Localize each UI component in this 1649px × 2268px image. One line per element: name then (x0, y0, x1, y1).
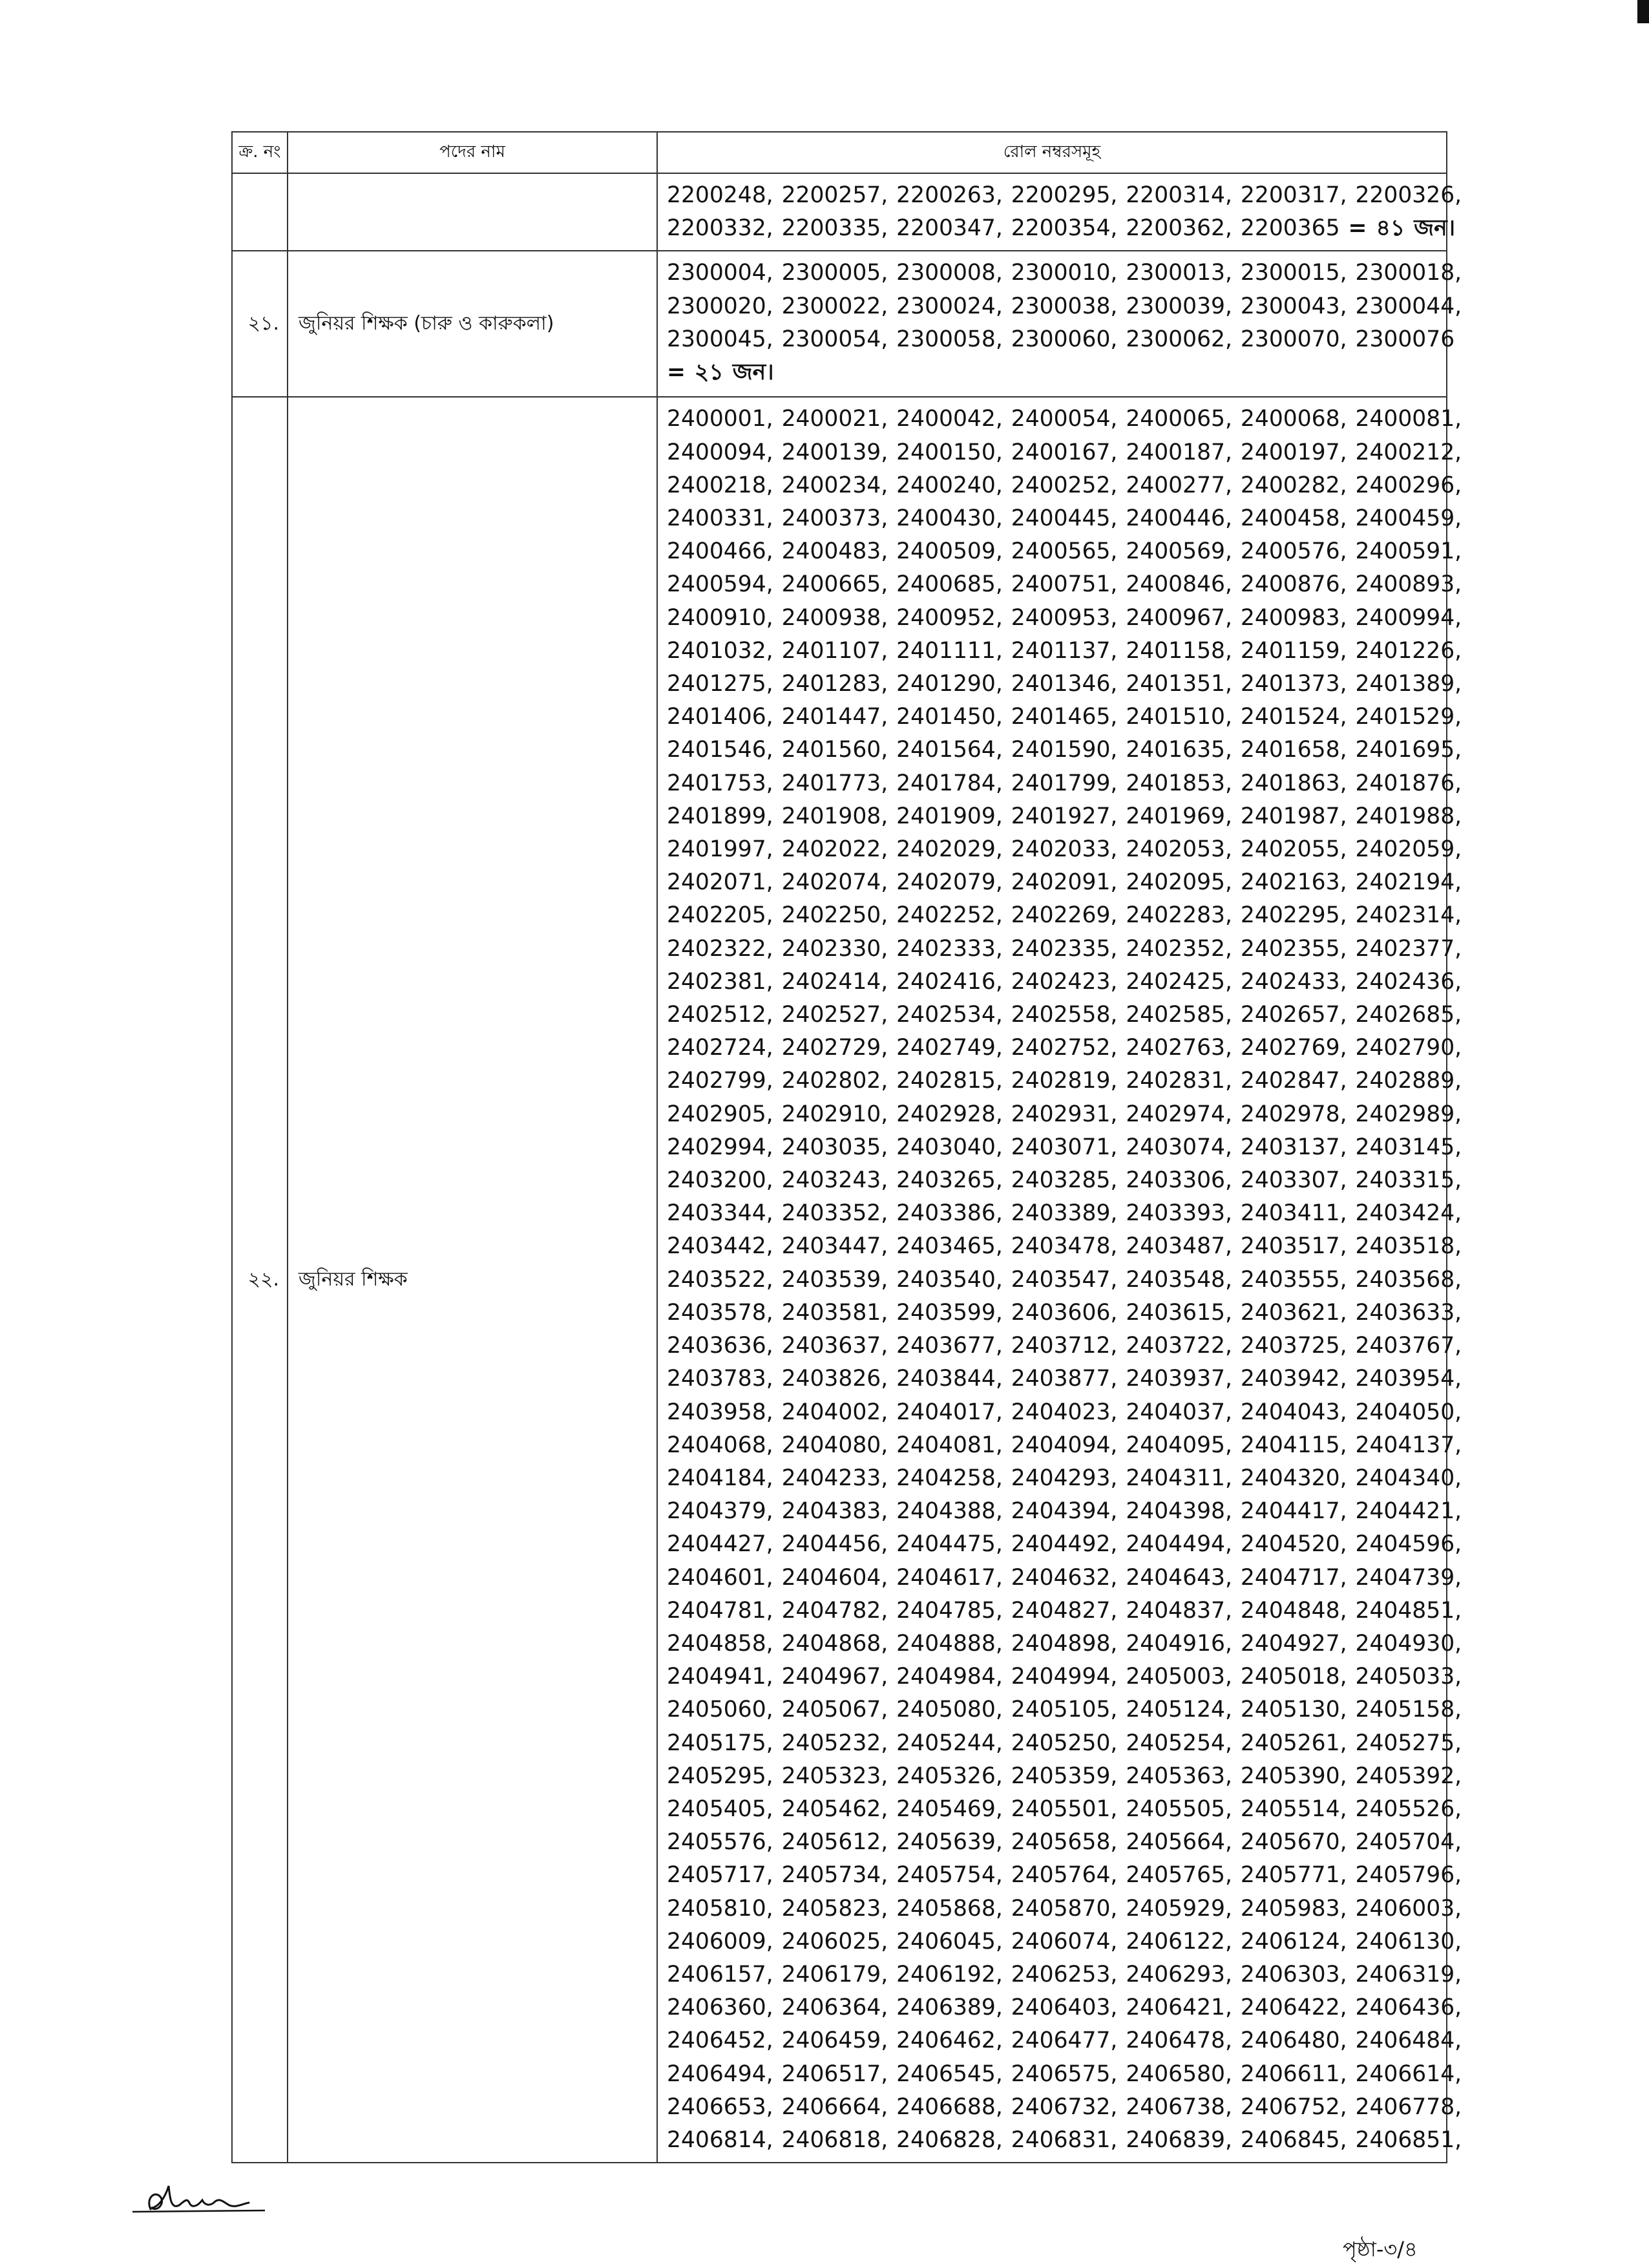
roll-line-text: 2402205, 2402250, 2402252, 2402269, 2402283, 2402295, 2402314, (667, 902, 1462, 929)
roll-line (667, 2024, 1462, 2057)
roll-line (667, 436, 1462, 469)
roll-line (667, 1230, 1462, 1263)
roll-line (667, 1098, 1462, 1131)
roll-line (667, 290, 1462, 323)
row-roll-numbers (657, 397, 1462, 2163)
roll-line-text: 2403442, 2403447, 2403465, 2403478, 2403487, 2403517, 2403518, (667, 1233, 1462, 1260)
roll-line (667, 966, 1462, 999)
roll-line (667, 1595, 1462, 1627)
roll-line (667, 323, 1455, 356)
roll-line-text: 2406653, 2406664, 2406688, 2406732, 2406738, 2406752, 2406778, (667, 2093, 1462, 2120)
roll-line-text: 2402994, 2403035, 2403040, 2403071, 2403074, 2403137, 2403145, (667, 1134, 1462, 1160)
roll-line (667, 2091, 1462, 2124)
roll-line-text: 2402071, 2402074, 2402079, 2402091, 2402095, 2402163, 2402194, (667, 869, 1462, 896)
roll-line (667, 1991, 1462, 2024)
roll-line (667, 469, 1462, 502)
roll-line-text: 2406452, 2406459, 2406462, 2406477, 2406478, 2406480, 2406484, (667, 2028, 1462, 2054)
roll-line-text: 2400001, 2400021, 2400042, 2400054, 2400065, 2400068, 2400081, (667, 406, 1462, 432)
roll-line-text: 2404427, 2404456, 2404475, 2404492, 2404494, 2404520, 2404596, (667, 1531, 1462, 1558)
roll-line-text: 2403783, 2403826, 2403844, 2403877, 2403937, 2403942, 2403954, (667, 1366, 1462, 1392)
roll-line (667, 2058, 1462, 2091)
roll-line-text: 2401275, 2401283, 2401290, 2401346, 2401351, 2401373, 2401389, (667, 671, 1462, 697)
roll-line-text: 2405810, 2405823, 2405868, 2405870, 2405929, 2405983, 2406003, (667, 1895, 1462, 1922)
roll-line (667, 933, 1462, 966)
roll-line (667, 535, 1462, 568)
row-serial (232, 173, 288, 251)
row-total: = ৪১ জন। (1348, 215, 1456, 242)
roll-line-text: 2300020, 2300022, 2300024, 2300038, 2300039, 2300043, 2300044, (667, 293, 1462, 319)
roll-line-text: 2400594, 2400665, 2400685, 2400751, 2400846, 2400876, 2400893, (667, 571, 1462, 598)
roll-line (667, 999, 1462, 1032)
roll-line (667, 1562, 1462, 1595)
table-row (232, 251, 1447, 397)
header-post-name: পদের নাম (288, 132, 657, 173)
roll-line-text: 2403636, 2403637, 2403677, 2403712, 2403722, 2403725, 2403767, (667, 1333, 1462, 1359)
roll-line-text: 2404941, 2404967, 2404984, 2404994, 2405003, 2405018, 2405033, (667, 1664, 1462, 1690)
roll-line (667, 356, 1441, 389)
roll-line-text: 2200248, 2200257, 2200263, 2200295, 2200314, 2200317, 2200326, (667, 182, 1462, 208)
roll-line-text: 2404184, 2404233, 2404258, 2404293, 2404311, 2404320, 2404340, (667, 1465, 1462, 1491)
roll-line (667, 1925, 1462, 1958)
header-serial: ক্র. নং (232, 132, 288, 173)
roll-line-text: 2403200, 2403243, 2403265, 2403285, 2403306, 2403307, 2403315, (667, 1167, 1462, 1194)
roll-line (667, 833, 1462, 866)
roll-line-text: 2200332, 2200335, 2200347, 2200354, 2200362, 2200365 (667, 215, 1340, 242)
roll-line-text: 2405576, 2405612, 2405639, 2405658, 2405664, 2405670, 2405704, (667, 1829, 1462, 1856)
roll-line-text: 2405175, 2405232, 2405244, 2405250, 2405254, 2405261, 2405275, (667, 1730, 1462, 1756)
roll-line (667, 1362, 1462, 1395)
roll-line-text: 2400466, 2400483, 2400509, 2400565, 2400569, 2400576, 2400591, (667, 538, 1462, 565)
table-row (232, 397, 1447, 2163)
roll-line-text: 2400910, 2400938, 2400952, 2400953, 2400967, 2400983, 2400994, (667, 604, 1462, 631)
roll-line-text: 2400218, 2400234, 2400240, 2400252, 2400277, 2400282, 2400296, (667, 472, 1462, 498)
roll-line-text: 2403522, 2403539, 2403540, 2403547, 2403548, 2403555, 2403568, (667, 1266, 1462, 1293)
roll-line-text: 2400094, 2400139, 2400150, 2400167, 2400187, 2400197, 2400212, (667, 439, 1462, 465)
roll-line-text: 2403958, 2404002, 2404017, 2404023, 2404037, 2404043, 2404050, (667, 1399, 1462, 1425)
roll-line-text: 2406009, 2406025, 2406045, 2406074, 2406122, 2406124, 2406130, (667, 1928, 1462, 1955)
roll-line (667, 1660, 1462, 1693)
roll-line (667, 734, 1462, 767)
roll-line (667, 179, 1462, 212)
row-total: = ২১ জন। (667, 359, 774, 386)
roll-line-text: 2401406, 2401447, 2401450, 2401465, 2401510, 2401524, 2401529, (667, 704, 1462, 730)
roll-number-table (231, 131, 1462, 2163)
roll-line-text: 2404379, 2404383, 2404388, 2404394, 2404398, 2404417, 2404421, (667, 1498, 1462, 1525)
roll-line-text: 2402799, 2402802, 2402815, 2402819, 2402831, 2402847, 2402889, (667, 1068, 1462, 1094)
roll-line-text: 2400331, 2400373, 2400430, 2400445, 2400446, 2400458, 2400459, (667, 505, 1462, 532)
roll-line-text: 2404858, 2404868, 2404888, 2404898, 2404916, 2404927, 2404930, (667, 1630, 1462, 1657)
roll-line (667, 1197, 1462, 1230)
roll-line (667, 899, 1462, 932)
roll-line (667, 1131, 1462, 1164)
roll-line-text: 2403344, 2403352, 2403386, 2403389, 2403393, 2403411, 2403424, (667, 1200, 1462, 1227)
roll-line (667, 212, 1456, 245)
roll-line (667, 1693, 1462, 1726)
roll-line (667, 1826, 1462, 1859)
roll-line (667, 568, 1462, 601)
roll-line-text: 2406494, 2406517, 2406545, 2406575, 2406580, 2406611, 2406614, (667, 2061, 1462, 2087)
roll-line (667, 1264, 1462, 1297)
roll-line-text: 2402381, 2402414, 2402416, 2402423, 2402425, 2402433, 2402436, (667, 968, 1462, 995)
roll-line (667, 1495, 1462, 1528)
roll-line-text: 2300045, 2300054, 2300058, 2300060, 2300062, 2300070, 2300076 (667, 326, 1455, 352)
roll-line-text: 2401997, 2402022, 2402029, 2402033, 2402053, 2402055, 2402059, (667, 836, 1462, 863)
roll-line (667, 502, 1462, 535)
roll-line-text: 2405717, 2405734, 2405754, 2405764, 2405765, 2405771, 2405796, (667, 1862, 1462, 1889)
roll-line-text: 2401899, 2401908, 2401909, 2401927, 2401969, 2401987, 2401988, (667, 803, 1462, 829)
roll-line-text: 2406814, 2406818, 2406828, 2406831, 2406839, 2406845, 2406851, (667, 2126, 1462, 2153)
roll-line (667, 1065, 1462, 1097)
roll-line-text: 2300004, 2300005, 2300008, 2300010, 2300013, 2300015, 2300018, (667, 260, 1462, 286)
roll-line-text: 2403578, 2403581, 2403599, 2403606, 2403615, 2403621, 2403633, (667, 1299, 1462, 1326)
roll-line-text: 2401032, 2401107, 2401111, 2401137, 2401158, 2401159, 2401226, (667, 637, 1462, 664)
roll-line-text: 2401546, 2401560, 2401564, 2401590, 2401635, 2401658, 2401695, (667, 737, 1462, 763)
roll-line-text: 2405405, 2405462, 2405469, 2405501, 2405505, 2405514, 2405526, (667, 1796, 1462, 1822)
roll-line (667, 1958, 1462, 1991)
roll-line (667, 767, 1462, 800)
table-header-row (232, 132, 1447, 173)
roll-line (667, 1462, 1462, 1495)
roll-line (667, 1528, 1462, 1561)
roll-line-text: 2405295, 2405323, 2405326, 2405359, 2405363, 2405390, 2405392, (667, 1763, 1462, 1789)
roll-line (667, 1396, 1462, 1429)
roll-line (667, 2124, 1462, 2157)
roll-line-text: 2406360, 2406364, 2406389, 2406403, 2406421, 2406422, 2406436, (667, 1995, 1462, 2021)
roll-line (667, 1429, 1462, 1462)
roll-line (667, 1164, 1462, 1197)
roll-line-text: 2406157, 2406179, 2406192, 2406253, 2406293, 2406303, 2406319, (667, 1961, 1462, 1987)
roll-line (667, 635, 1462, 668)
row-post-name: জুনিয়র শিক্ষক (চারু ও কারুকলা) (288, 251, 657, 397)
roll-line (667, 1297, 1462, 1330)
roll-line (667, 1727, 1462, 1760)
roll-line-text: 2402512, 2402527, 2402534, 2402558, 2402585, 2402657, 2402685, (667, 1002, 1462, 1028)
roll-line-text: 2404781, 2404782, 2404785, 2404827, 2404837, 2404848, 2404851, (667, 1597, 1462, 1624)
roll-line (667, 403, 1462, 436)
row-roll-numbers (657, 251, 1462, 397)
row-serial: ২১. (232, 251, 288, 397)
signature (126, 2172, 294, 2223)
roll-line (667, 701, 1462, 734)
row-roll-numbers (657, 173, 1462, 251)
roll-line-text: 2402905, 2402910, 2402928, 2402931, 2402974, 2402978, 2402989, (667, 1101, 1462, 1127)
page-number: পৃষ্ঠা-৩/৪ (1343, 2237, 1418, 2262)
scan-edge-mark (1637, 0, 1649, 23)
row-serial: ২২. (232, 397, 288, 2163)
row-post-name (288, 173, 657, 251)
roll-line (667, 1330, 1462, 1362)
roll-line (667, 1892, 1462, 1925)
roll-line-text: 2404601, 2404604, 2404617, 2404632, 2404643, 2404717, 2404739, (667, 1564, 1462, 1591)
roll-line-text: 2405060, 2405067, 2405080, 2405105, 2405124, 2405130, 2405158, (667, 1697, 1462, 1723)
row-post-name: জুনিয়র শিক্ষক (288, 397, 657, 2163)
roll-line-text: 2402724, 2402729, 2402749, 2402752, 2402763, 2402769, 2402790, (667, 1035, 1462, 1061)
roll-line-text: 2404068, 2404080, 2404081, 2404094, 2404095, 2404115, 2404137, (667, 1432, 1462, 1458)
roll-line-text: 2401753, 2401773, 2401784, 2401799, 2401853, 2401863, 2401876, (667, 770, 1462, 796)
roll-line-text: 2402322, 2402330, 2402333, 2402335, 2402352, 2402355, 2402377, (667, 935, 1462, 962)
roll-line (667, 1859, 1462, 1892)
roll-line (667, 800, 1462, 833)
roll-line (667, 668, 1462, 701)
roll-line (667, 1627, 1462, 1660)
header-roll-numbers: রোল নম্বরসমূহ (657, 132, 1447, 173)
roll-line (667, 1760, 1462, 1793)
table-body (232, 173, 1462, 2163)
roll-line (667, 1032, 1462, 1065)
roll-line (667, 1793, 1462, 1826)
roll-line (667, 866, 1462, 899)
table-row (232, 173, 1447, 251)
roll-line (667, 602, 1462, 635)
roll-line (667, 257, 1462, 290)
